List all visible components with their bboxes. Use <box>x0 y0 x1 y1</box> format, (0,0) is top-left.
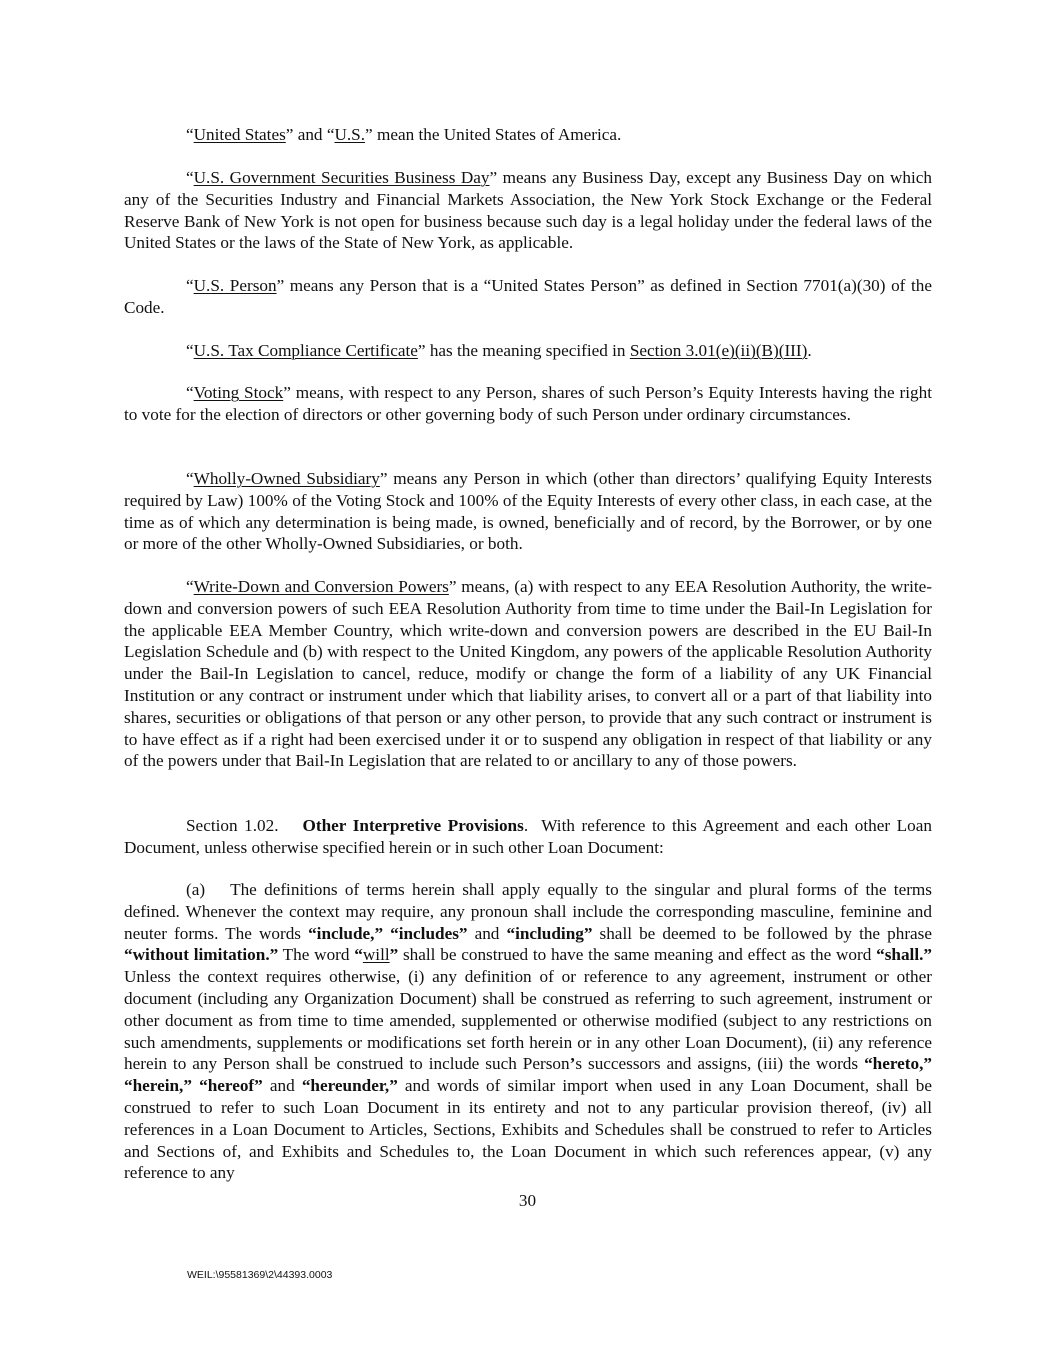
section-reference: Section 3.01(e)(ii)(B)(III) <box>629 341 808 360</box>
defined-term: Voting Stock <box>193 383 284 402</box>
defined-term: U.S. Government Securities Business Day <box>193 168 490 187</box>
defined-term: U.S. Person <box>193 276 277 295</box>
page-number: 30 <box>518 1191 537 1210</box>
definition-wholly-owned-subsidiary: “Wholly-Owned Subsidiary” means any Person in which (other than directors’ qualifying Equity Interests required by Law) 100% of the Voting Stock and 100% of the Equity Interests of every other class, in each case, at the time as of which any determination is being made, is owned, beneficially and of record, by the Borrower, or by one or more of the other Wholly-Owned Subsidiaries, or both. <box>124 469 932 554</box>
defined-term: U.S. <box>334 125 366 144</box>
defined-term: United States <box>193 125 286 144</box>
defined-term: Wholly-Owned Subsidiary <box>193 469 380 488</box>
defined-term: U.S. Tax Compliance Certificate <box>193 341 418 360</box>
definition-united-states: “United States” and “U.S.” mean the United States of America. <box>186 125 622 144</box>
definition-tax-compliance-certificate: “U.S. Tax Compliance Certificate” has the meaning specified in Section 3.01(e)(ii)(B)(III). <box>186 341 812 360</box>
defined-term: Write-Down and Conversion Powers <box>193 577 449 596</box>
section-text: With reference to this Agreement and each other Loan Document, unless otherwise specified herein or in such other Loan Document: <box>124 816 932 857</box>
definition-write-down-and-conversion-powers: “Write-Down and Conversion Powers” means, (a) with respect to any EEA Resolution Authority, the write-down and conversion powers of such EEA Resolution Authority from time to time under the Bail-In Legislation for the applicable EEA Member Country, which write-down and conversion powers are described in the EU Bail-In Legislation Schedule and (b) with respect to the United Kingdom, any powers of the applicable Resolution Authority under the Bail-In Legislation to cancel, reduce, modify or change the form of a liability of any UK Financial Institution or any contract or instrument under which that liability arises, to convert all or a part of that liability into shares, securities or obligations of that person or any other person, to provide that any such contract or instrument is to have effect as if a right had been exercised under it or to suspend any obligation in respect of that liability or any of the powers under that Bail-In Legislation that are related to or ancillary to any of those powers. <box>124 577 932 771</box>
section-heading: Other Interpretive Provisions <box>302 816 524 835</box>
document-id: WEIL:\95581369\2\44393.0003 <box>187 1269 333 1281</box>
definition-voting-stock: “Voting Stock” means, with respect to any Person, shares of such Person’s Equity Interests having the right to vote for the election of directors or other governing body of such Person under ordinary circumstances. <box>124 383 932 424</box>
clause-label: (a) <box>186 880 206 899</box>
underlined-word: will <box>362 945 390 965</box>
definition-govt-securities-business-day: “U.S. Government Securities Business Day” means any Business Day, except any Business Day on which any of the Securities Industry and Financial Markets Association, the New York Stock Exchange or the Federal Reserve Bank of New York is not open for business because such day is a legal holiday under the federal laws of the United States or the laws of the State of New York, as applicable. <box>124 168 932 253</box>
section-number: Section 1.02. <box>186 816 279 835</box>
section-1-02: Section 1.02. Other Interpretive Provisions. With reference to this Agreement and each other Loan Document, unless otherwise specified herein or in such other Loan Document: <box>124 816 932 857</box>
clause-a: (a) The definitions of terms herein shall apply equally to the singular and plural forms of the terms defined. Whenever the context may require, any pronoun shall include the corresponding masculine, feminine and neuter forms. The words “include,” “includes” and “including” shall be deemed to be followed by the phrase “without limitation.” The word “will” shall be construed to have the same meaning and effect as the word “shall.” Unless the context requires otherwise, (i) any definition of or reference to any agreement, instrument or other document (including any Organization Document) shall be construed as referring to such agreement, instrument or other document as from time to time amended, supplemented or otherwise modified (subject to any restrictions on such amendments, supplements or modifications set forth herein or in any other Loan Document), (ii) any reference herein to any Person shall be construed to include such Person’s successors and assigns, (iii) the words “hereto,” “herein,” “hereof” and “hereunder,” and words of similar import when used in any Loan Document, shall be construed to refer to such Loan Document in its entirety and not to any particular provision thereof, (iv) all references in a Loan Document to Articles, Sections, Exhibits and Schedules shall be construed to refer to Articles and Sections of, and Exhibits and Schedules to, the Loan Document in which such references appear, (v) any reference to any <box>124 880 933 1183</box>
definition-us-person: “U.S. Person” means any Person that is a “United States Person” as defined in Section 7701(a)(30) of the Code. <box>124 276 932 317</box>
